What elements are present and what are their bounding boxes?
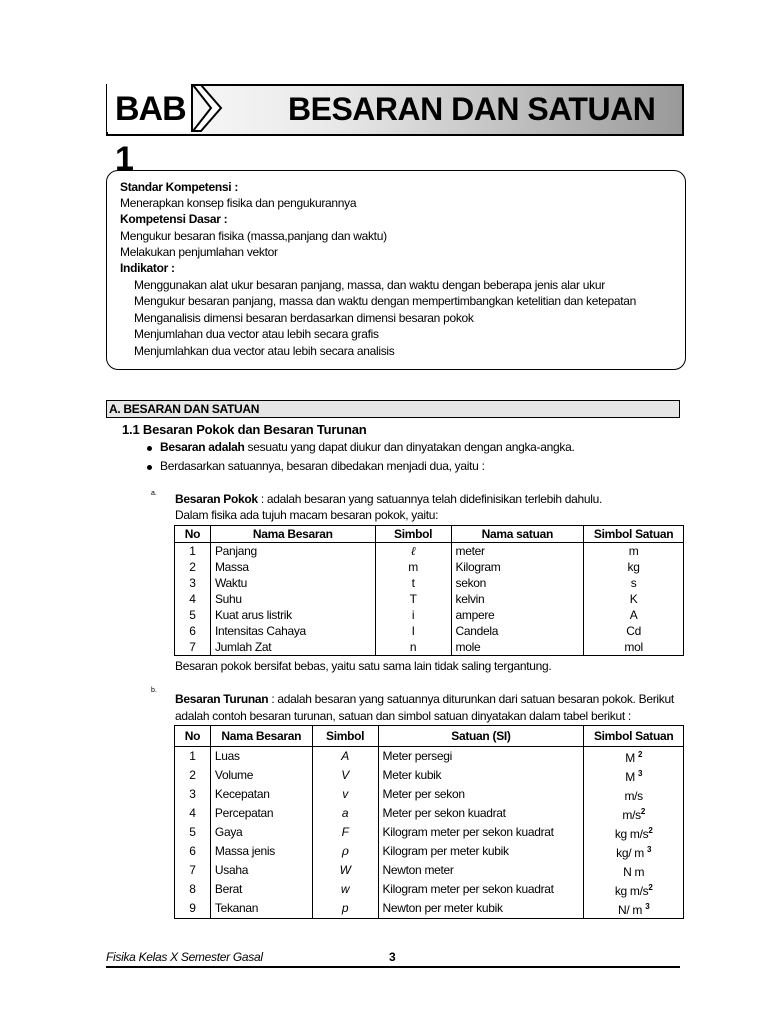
cell-nama: Massa jenis [210,842,312,861]
cell-satuan: Meter per sekon kuadrat [378,804,584,823]
cell-satuan: Kilogram meter per sekon kuadrat [378,880,584,899]
footer-text: Fisika Kelas X Semester Gasal [106,950,263,964]
kd-item: Melakukan penjumlahan vektor [120,245,278,259]
turunan-definition: : adalah besaran yang satuannya diturunkan dari satuan besaran pokok. Berikut [268,692,674,706]
table-row [175,823,684,842]
unit-base: kg/ m [616,846,644,860]
cell-nama: Kecepatan [210,785,312,804]
col-header: Nama satuan [451,526,584,543]
cell-satuan: Kilogram per meter kubik [378,842,584,861]
cell-nama: Panjang [210,543,375,560]
cell-nama: Berat [210,880,312,899]
definition-term: Besaran adalah [160,440,245,454]
table-row [175,607,684,623]
cell-nama: Usaha [210,861,312,880]
col-header: Nama Besaran [210,726,312,747]
sk-text: Menerapkan konsep fisika dan pengukurannya [120,196,357,210]
col-header: Simbol Satuan [584,526,684,543]
cell-simbol-satuan [584,785,684,804]
cell-simbol: V [312,766,378,785]
cell-simbol-satuan: mol [584,639,684,656]
unit-exponent: 3 [647,845,652,854]
table-row [175,766,684,785]
bullet-icon [147,465,152,470]
cell-no: 7 [175,861,211,880]
cell-no: 5 [175,823,211,842]
turunan-table [174,725,684,919]
table-row [175,575,684,591]
classification-text: Berdasarkan satuannya, besaran dibedakan menjadi dua, yaitu : [160,459,485,473]
bullet-icon [147,446,152,451]
chapter-number: BAB 1 [107,84,193,132]
table-row [175,880,684,899]
table-row [175,861,684,880]
indikator-item: Menganalisis dimensi besaran berdasarkan dimensi besaran pokok [134,311,474,325]
cell-simbol: A [312,747,378,767]
cell-nama: Tekanan [210,899,312,919]
cell-satuan: Kilogram meter per sekon kuadrat [378,823,584,842]
section-heading: A. BESARAN DAN SATUAN [106,400,680,418]
unit-base: N m [623,865,645,879]
cell-simbol: ℓ [375,543,451,560]
unit-exponent: 2 [637,750,643,759]
col-header: Simbol [375,526,451,543]
cell-nama: Intensitas Cahaya [210,623,375,639]
chapter-title: BESARAN DAN SATUAN [288,91,656,127]
cell-nama: Jumlah Zat [210,639,375,656]
unit-exponent: 3 [637,769,643,778]
cell-satuan: Candela [451,623,584,639]
cell-satuan: Newton per meter kubik [378,899,584,919]
col-header: Simbol [312,726,378,747]
cell-satuan: sekon [451,575,584,591]
table-header-row [175,726,684,747]
list-marker: a. [151,490,157,497]
cell-simbol-satuan [584,747,684,767]
table-row [175,842,684,861]
cell-satuan: Newton meter [378,861,584,880]
cell-nama: Suhu [210,591,375,607]
cell-simbol-satuan: s [584,575,684,591]
unit-exponent: 2 [640,807,645,816]
table-row [175,639,684,656]
col-header: No [175,726,211,747]
definition-rest: sesuatu yang dapat diukur dan dinyatakan dengan angka-angka. [244,440,575,454]
col-header: Simbol Satuan [584,726,684,747]
cell-nama: Gaya [210,823,312,842]
indikator-item: Menjumlahan dua vector atau lebih secara grafis [134,327,379,341]
cell-simbol: v [312,785,378,804]
col-header: Nama Besaran [210,526,375,543]
pokok-intro: Dalam fisika ada tujuh macam besaran pokok, yaitu: [175,508,439,522]
cell-nama: Kuat arus listrik [210,607,375,623]
indikator-item: Menggunakan alat ukur besaran panjang, massa, dan waktu dengan beberapa jenis alar ukur [134,278,605,292]
cell-nama: Volume [210,766,312,785]
cell-no: 4 [175,804,211,823]
cell-simbol-satuan: m [584,543,684,560]
cell-no: 3 [175,575,211,591]
indikator-item: Mengukur besaran panjang, massa dan waktu dengan mempertimbangkan ketelitian dan ketepatan [134,294,637,308]
table-row [175,543,684,560]
table-row [175,623,684,639]
table-row [175,785,684,804]
cell-no: 1 [175,543,211,560]
table-row [175,899,684,919]
list-marker: b. [151,687,157,694]
competence-box [106,170,686,370]
sk-label: Standar Kompetensi : [120,180,239,194]
cell-simbol-satuan: Cd [584,623,684,639]
unit-base: m/s [624,789,643,803]
cell-simbol: a [312,804,378,823]
cell-simbol-satuan [584,823,684,842]
pokok-table [174,525,684,656]
table-row [175,559,684,575]
unit-base: N/ m [618,903,643,917]
pokok-term: Besaran Pokok [175,492,258,506]
turunan-title [175,692,674,706]
cell-simbol-satuan [584,842,684,861]
table-row [175,747,684,767]
unit-base: kg m/s [614,884,649,898]
cell-no: 3 [175,785,211,804]
cell-no: 1 [175,747,211,767]
cell-satuan: Meter persegi [378,747,584,767]
cell-no: 6 [175,623,211,639]
pokok-title [175,492,602,506]
pokok-note: Besaran pokok bersifat bebas, yaitu satu sama lain tidak saling tergantung. [175,659,552,673]
pokok-definition: : adalah besaran yang satuannya telah didefinisikan terlebih dahulu. [257,492,603,506]
page-number: 3 [389,950,396,964]
cell-simbol-satuan [584,880,684,899]
cell-simbol: p [312,899,378,919]
kd-label: Kompetensi Dasar : [120,212,228,226]
cell-simbol: i [375,607,451,623]
cell-simbol-satuan: kg [584,559,684,575]
definition-text [160,440,574,454]
turunan-term: Besaran Turunan [175,692,269,706]
cell-no: 7 [175,639,211,656]
indikator-item: Menjumlahkan dua vector atau lebih secara analisis [134,344,395,358]
cell-satuan: kelvin [451,591,584,607]
kd-item: Mengukur besaran fisika (massa,panjang dan waktu) [120,229,387,243]
unit-exponent: 2 [648,883,653,892]
cell-simbol: t [375,575,451,591]
table-header-row [175,526,684,543]
cell-no: 9 [175,899,211,919]
unit-exponent: 3 [645,902,650,911]
unit-exponent: 2 [648,826,653,835]
col-header: Satuan (SI) [378,726,584,747]
unit-base: M [625,751,635,765]
cell-satuan: ampere [451,607,584,623]
cell-simbol: ρ [312,842,378,861]
cell-simbol-satuan: A [584,607,684,623]
unit-base: M [625,770,635,784]
cell-simbol: T [375,591,451,607]
cell-satuan: meter [451,543,584,560]
cell-simbol: F [312,823,378,842]
cell-simbol-satuan: K [584,591,684,607]
table-row [175,804,684,823]
cell-no: 4 [175,591,211,607]
cell-simbol-satuan [584,861,684,880]
unit-base: m/s [622,808,641,822]
indikator-label: Indikator : [120,261,175,275]
cell-nama: Waktu [210,575,375,591]
sub-heading: 1.1 Besaran Pokok dan Besaran Turunan [122,422,367,437]
cell-simbol-satuan [584,899,684,919]
cell-simbol: w [312,880,378,899]
cell-no: 2 [175,766,211,785]
unit-base: kg m/s [614,827,649,841]
chevron-right-icon [193,85,223,132]
cell-simbol: I [375,623,451,639]
cell-no: 8 [175,880,211,899]
cell-nama: Massa [210,559,375,575]
table-row [175,591,684,607]
turunan-intro: adalah contoh besaran turunan, satuan dan simbol satuan dinyatakan dalam tabel berikut : [175,709,631,723]
col-header: No [175,526,211,543]
cell-no: 2 [175,559,211,575]
cell-satuan: Kilogram [451,559,584,575]
cell-nama: Luas [210,747,312,767]
cell-no: 6 [175,842,211,861]
cell-satuan: mole [451,639,584,656]
cell-simbol: n [375,639,451,656]
cell-simbol-satuan [584,804,684,823]
cell-simbol-satuan [584,766,684,785]
cell-no: 5 [175,607,211,623]
footer-divider [106,966,680,968]
cell-simbol: W [312,861,378,880]
cell-nama: Percepatan [210,804,312,823]
cell-satuan: Meter per sekon [378,785,584,804]
cell-simbol: m [375,559,451,575]
cell-satuan: Meter kubik [378,766,584,785]
